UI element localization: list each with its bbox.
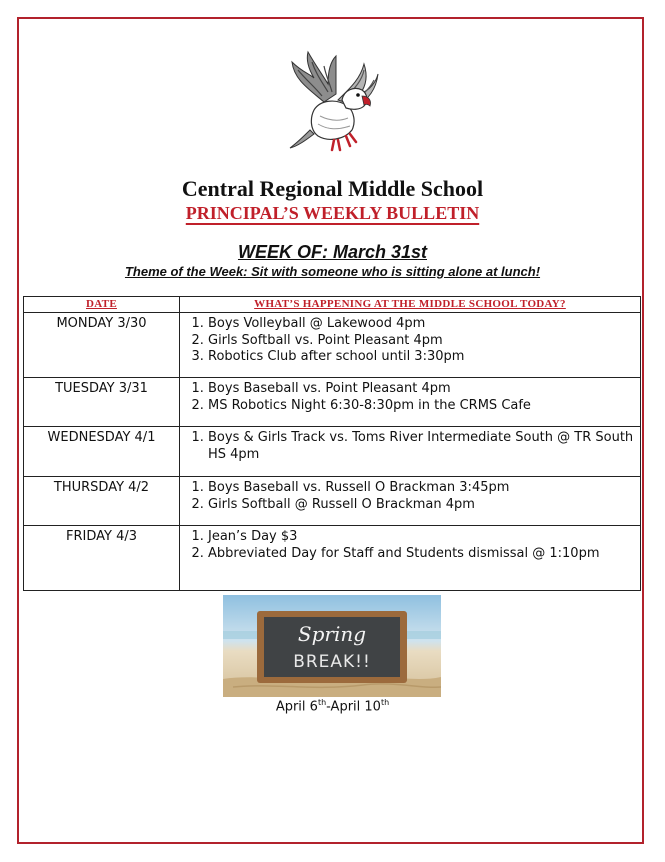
event-item: 1. Boys Baseball vs. Russell O Brackman 3:45pm [208, 480, 634, 497]
row-date: MONDAY 3/30 [24, 313, 180, 378]
row-date: FRIDAY 4/3 [24, 526, 180, 591]
row-events [180, 427, 641, 477]
row-events [180, 477, 641, 526]
event-item: 1. Boys Volleyball @ Lakewood 4pm [208, 316, 634, 333]
event-item: 2. MS Robotics Night 6:30-8:30pm in the CRMS Cafe [208, 398, 634, 415]
table-row [24, 427, 641, 477]
table-row [24, 313, 641, 378]
event-item: 1. Jean’s Day $3 [208, 529, 634, 546]
row-date: THURSDAY 4/2 [24, 477, 180, 526]
event-item: 2. Abbreviated Day for Staff and Students dismissal @ 1:10pm [208, 546, 634, 563]
event-item: 2. Girls Softball vs. Point Pleasant 4pm [208, 333, 634, 350]
events-column-header: WHAT’S HAPPENING AT THE MIDDLE SCHOOL TODAY? [180, 297, 641, 313]
spring-word: Spring [297, 622, 367, 646]
table-header-row [24, 297, 641, 313]
row-events [180, 378, 641, 427]
table-row [24, 477, 641, 526]
table-row [24, 378, 641, 427]
spring-break-dates: April 6th-April 10th [275, 698, 390, 715]
theme-of-the-week: Theme of the Week: Sit with someone who is sitting alone at lunch! [124, 264, 541, 279]
event-item: 2. Girls Softball @ Russell O Brackman 4pm [208, 497, 634, 514]
school-name: Central Regional Middle School [181, 176, 484, 201]
row-events [180, 526, 641, 591]
spring-break-image [223, 595, 441, 697]
schedule-table [23, 296, 641, 591]
eagle-mascot-logo [284, 50, 380, 156]
row-date: WEDNESDAY 4/1 [24, 427, 180, 477]
event-item: 3. Robotics Club after school until 3:30pm [208, 349, 634, 366]
event-item: 1. Boys & Girls Track vs. Toms River Intermediate South @ TR South HS 4pm [208, 430, 634, 463]
row-events [180, 313, 641, 378]
bulletin-title: PRINCIPAL’S WEEKLY BULLETIN [185, 203, 480, 223]
table-row [24, 526, 641, 591]
break-word: BREAK!! [293, 652, 371, 672]
event-item: 1. Boys Baseball vs. Point Pleasant 4pm [208, 381, 634, 398]
date-column-header: DATE [24, 297, 180, 313]
row-date: TUESDAY 3/31 [24, 378, 180, 427]
week-of-heading: WEEK OF: March 31st [237, 242, 428, 262]
